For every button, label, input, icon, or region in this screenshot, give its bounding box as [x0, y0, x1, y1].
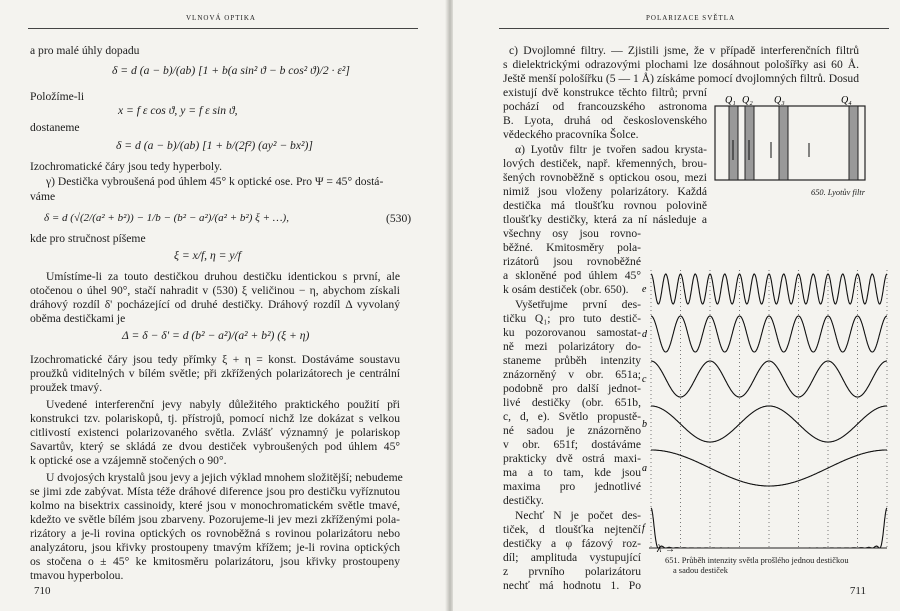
text-line: lových destiček, např. křemenných, brou-: [503, 157, 707, 170]
text-line: oběma destičkami je: [30, 312, 126, 325]
text-line: rizátorů jsou rovnoběžné: [503, 255, 641, 268]
axis-arrow-glyph: →: [665, 544, 675, 555]
text-line: α) Lyotův filtr je tvořen sadou krysta-: [515, 143, 707, 156]
text-line: proužků viditelných v bílém světle; při zkřížených polarizátorech je centrální: [30, 367, 400, 380]
text-line: tmavou hyperbolou.: [30, 569, 124, 582]
text-line: Nechť N je počet des-: [515, 509, 641, 522]
text-line: a skloněné pod úhlem 45°: [503, 269, 641, 282]
text-line: pochází od francouzského astronoma: [503, 100, 707, 113]
text-line: kdežto ve světle bílém jsou zbarveny. Pozorujeme-li jev mezi zkříženými pola-: [30, 513, 400, 526]
text-line: s dielektrickými odrazovými plochami lze dosáhnout pološířky asi 60 Å.: [503, 58, 859, 71]
text-line: dráhový rozdíl δ' pocházející od druhé destičky. Dráhový rozdíl Δ vyvolaný: [30, 298, 400, 311]
text-line: tičku Q₁; pro tuto destič-: [503, 312, 641, 325]
left-head-rule: [28, 28, 418, 29]
formula-529: δ = d (a − b)/(ab) [1 + b/(2f²) (ay² − bx²)]: [116, 139, 313, 152]
text-line: kolmo na bisektrix cassinoidy, které jsou v monochromatickém světle tmavé,: [30, 499, 400, 512]
page-number: 710: [34, 585, 51, 597]
equation-number-530: (530): [386, 212, 412, 225]
text-line: podobně pro další jednot-: [503, 382, 641, 395]
text-line: kde pro stručnost píšeme: [30, 232, 146, 245]
text-line: nechť má hodnotu 1. Po: [503, 579, 641, 592]
text-line: U dvojosých krystalů jsou jevy a jejich výklad mnohem složitější; nebudeme: [46, 471, 403, 484]
row-label-c: c: [642, 374, 647, 385]
text-line: Izochromatické čáry jsou tedy přímky ξ + η = konst. Dostáváme soustavu: [30, 353, 400, 366]
formula-528: δ = d (a − b)/(ab) [1 + b(a sin² ϑ − b cos² ϑ)/2 · ε²]: [112, 64, 350, 77]
formula-xi-eta: ξ = x/f, η = y/f: [174, 249, 241, 262]
text-line: c) Dvojlomné filtry. — Zjistili jsme, že v případě interferenčních filtrů: [509, 44, 859, 57]
text-line: staneme průběh intenzity: [503, 354, 641, 367]
label-q1: Q₁: [725, 95, 736, 106]
text-line: z prvního polarizátoru: [503, 565, 641, 578]
text-line: tloušťky destičky, která za ní následuje a: [503, 213, 707, 226]
page-number: 711: [849, 585, 866, 597]
label-q3: Q₃: [774, 95, 785, 106]
text-line: B. Lyota, druhá od československého: [503, 114, 707, 127]
text-line: Izochromatické čáry jsou tedy hyperboly.: [30, 160, 223, 173]
text-line: dostaneme: [30, 121, 80, 134]
right-page: [453, 0, 900, 611]
text-line: v obr. 651f; dostáváme: [503, 438, 641, 451]
text-line: os stočena o ± 45° ke kmitosměru polarizátoru, jsou křivky prostoupeny: [30, 555, 400, 568]
text-line: γ) Destička vybroušená pod úhlem 45° k optické ose. Pro Ψ = 45° dostá-: [46, 175, 384, 188]
text-line: Savartův, který se skládá ze dvou destiček vybroušených pod úhlem 45°: [30, 440, 400, 453]
left-page: [0, 0, 447, 611]
text-line: váme: [30, 190, 56, 203]
text-line: ma a to tam, kde jsou: [503, 466, 641, 479]
text-line: znázorněný v obr. 651a;: [503, 368, 641, 381]
text-line: k osám destiček (obr. 650).: [503, 283, 629, 296]
text-line: běžné. Kmitosměry pola-: [503, 241, 641, 254]
text-line: nimiž jsou vloženy polarizátory. Každá: [503, 185, 707, 198]
figure-651-intensity-curves: [453, 0, 900, 611]
text-line: Umístíme-li za touto destičkou druhou destičku identickou s první, ale: [46, 270, 400, 283]
text-line: destička má tloušťku rovnou polovině: [503, 199, 707, 212]
text-line: k optické ose a vzájemně stočených o 90°.: [30, 454, 227, 467]
text-line: všechny osy jsou rovno-: [503, 227, 641, 240]
text-line: maxima pro jednotlivé: [503, 480, 641, 493]
text-line: tiček, d tloušťka nejtenčí: [503, 523, 641, 536]
right-running-head: POLARIZACE SVĚTLA: [646, 14, 736, 22]
label-q2: Q₂: [742, 95, 753, 106]
text-line: díl; amplituda vystupující: [503, 551, 641, 564]
row-label-a: a: [642, 463, 647, 474]
formula-530: δ = d (√(2/(a² + b²)) − 1/b − (b² − a²)/(a² + b²) ξ + …),: [44, 212, 289, 224]
text-line: šených rovnoběžně s optickou osou, mezi: [503, 171, 707, 184]
text-line: Ještě menší pološířku (5 — 1 Å) získáme pomocí dvojlomných filtrů. Dosud: [503, 72, 859, 85]
text-line: destičky a φ fázový roz-: [503, 537, 641, 550]
text-line: destičky.: [503, 494, 544, 507]
row-label-e: e: [642, 284, 647, 295]
label-q4: Q₄: [841, 95, 852, 106]
figure-651-gridlines: [651, 270, 887, 548]
text-line: citlivostí existenci polarizovaného světla. Zvlášť významný je polariskop: [30, 426, 400, 439]
text-line: c, d, e). Světlo propustě-: [503, 410, 641, 423]
left-running-head: VLNOVÁ OPTIKA: [186, 14, 256, 22]
text-line: ku pozorovanou samostat-: [503, 326, 641, 339]
text-line: Položíme-li: [30, 90, 85, 103]
text-line: Uvedené interferenční jevy nabyly důležitého praktického použití při: [46, 398, 400, 411]
text-line: rizátory a je-li rovina optických os rovnoběžná s rovinou polarizátoru nebo: [30, 527, 400, 540]
figure-651-caption-line1: 651. Průběh intenzity světla prošlého jednou destičkou: [665, 556, 849, 565]
formula-substitution: x = f ε cos ϑ, y = f ε sin ϑ,: [118, 104, 238, 117]
text-line: livé destičky (obr. 651b,: [503, 396, 641, 409]
text-line: konstrukci tzv. polariskopů, tj. přístrojů, pomocí nichž lze dokázat s velkou: [30, 412, 400, 425]
figure-650-caption: 650. Lyotův filtr: [811, 188, 865, 197]
row-label-b: b: [642, 419, 647, 430]
curve-a: [651, 450, 887, 486]
text-line: otočenou o úhel 90°, stačí nahradit v (530) ξ veličinou − η, abychom získali: [30, 284, 400, 297]
formula-delta: Δ = δ − δ' = d (b² − a²)/(a² + b²) (ξ + η): [122, 329, 310, 342]
text-line: vědeckého pracovníka Šolce.: [503, 128, 639, 141]
axis-label-lambda: λ: [657, 544, 662, 555]
row-label-d: d: [642, 329, 647, 340]
text-line: existují dvě konstrukce těchto filtrů; první: [503, 86, 707, 99]
text-line: né sadou je znázorněno: [503, 424, 641, 437]
text-line: a pro malé úhly dopadu: [30, 44, 140, 57]
text-line: se jimi zde zabývat. Místa téže dráhové diference jsou pro destičku vyříznutou: [30, 485, 400, 498]
text-line: ně mezi polarizátory do-: [503, 340, 641, 353]
text-line: proužek tmavý.: [30, 381, 103, 394]
text-line: analyzátoru, jsou křivky prostoupeny tmavým křížem; je-li rovina optických: [30, 541, 400, 554]
text-line: Vyšetřujme první des-: [515, 298, 641, 311]
curve-b: [651, 406, 887, 442]
figure-651-curves: [642, 274, 887, 548]
text-line: prakticky dvě ostrá maxi-: [503, 452, 641, 465]
row-label-f: f: [642, 523, 645, 534]
figure-651-caption-line2: a sadou destiček: [673, 566, 728, 575]
